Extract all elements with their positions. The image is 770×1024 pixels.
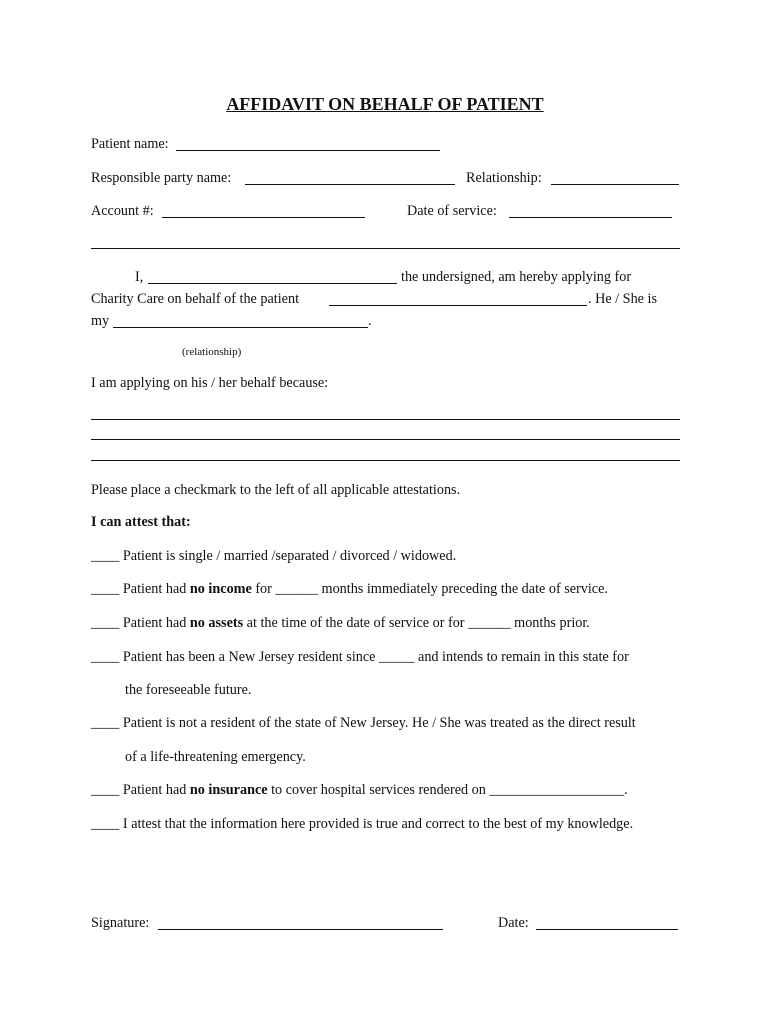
responsible-party-field[interactable] — [245, 184, 455, 185]
patient-name-label: Patient name: — [91, 136, 169, 152]
attestation-assets: ____ Patient had no assets at the time of the date of service or for ______ months prior. — [91, 615, 590, 631]
check-blank[interactable]: ____ — [91, 649, 120, 665]
declaration-line3-my: my — [91, 313, 110, 329]
attestation-resident-cont: the foreseeable future. — [125, 682, 252, 698]
declaration-line3-end: . — [368, 313, 372, 329]
declaration-i: I, — [135, 269, 144, 285]
check-blank[interactable]: ____ — [91, 548, 120, 564]
declarant-name-field[interactable] — [148, 283, 397, 284]
patient-name-field[interactable] — [176, 150, 440, 151]
check-blank[interactable]: ____ — [91, 715, 120, 731]
declaration-line2-end: . He / She is — [588, 291, 657, 307]
responsible-party-label: Responsible party name: — [91, 170, 232, 186]
since-blank[interactable]: _____ — [379, 649, 415, 665]
attestation-nonresident-cont: of a life-threatening emergency. — [125, 749, 306, 765]
attestation-resident: ____ Patient has been a New Jersey resident since _____ and intends to remain in this state for — [91, 649, 629, 665]
check-blank[interactable]: ____ — [91, 615, 120, 631]
account-label: Account #: — [91, 203, 154, 219]
declaration-line2-start: Charity Care on behalf of the patient — [91, 291, 300, 307]
divider-line — [91, 248, 680, 249]
relationship-label: Relationship: — [466, 170, 542, 186]
attestation-insurance: ____ Patient had no insurance to cover hospital services rendered on ___________________. — [91, 782, 628, 798]
months-blank[interactable]: ______ — [468, 615, 511, 631]
page-title: AFFIDAVIT ON BEHALF OF PATIENT — [226, 94, 544, 114]
attestation-marital: ____ Patient is single / married /separated / divorced / widowed. — [91, 548, 457, 564]
attest-heading: I can attest that: — [91, 514, 191, 530]
date-of-service-label: Date of service: — [407, 203, 497, 219]
declaration-line1-rest: the undersigned, am hereby applying for — [401, 269, 632, 285]
reason-label: I am applying on his / her behalf because: — [91, 375, 329, 391]
account-field[interactable] — [162, 217, 365, 218]
reason-line-3[interactable] — [91, 460, 680, 461]
attestation-true: ____ I attest that the information here provided is true and correct to the best of my knowledge. — [91, 816, 634, 832]
services-date-blank[interactable]: ___________________ — [489, 782, 625, 798]
relationship-caption: (relationship) — [182, 346, 242, 358]
attestation-nonresident: ____ Patient is not a resident of the state of New Jersey. He / She was treated as the direct result — [91, 715, 636, 731]
patient-field[interactable] — [329, 305, 587, 306]
check-blank[interactable]: ____ — [91, 581, 120, 597]
checkmark-instruction: Please place a checkmark to the left of all applicable attestations. — [91, 482, 461, 498]
signature-field[interactable] — [158, 929, 443, 930]
check-blank[interactable]: ____ — [91, 816, 120, 832]
my-relationship-field[interactable] — [113, 327, 368, 328]
attestation-income: ____ Patient had no income for ______ months immediately preceding the date of service. — [91, 581, 608, 597]
reason-line-2[interactable] — [91, 439, 680, 440]
months-blank[interactable]: ______ — [275, 581, 318, 597]
signature-label: Signature: — [91, 915, 150, 931]
relationship-field[interactable] — [551, 184, 679, 185]
check-blank[interactable]: ____ — [91, 782, 120, 798]
date-of-service-field[interactable] — [509, 217, 672, 218]
reason-line-1[interactable] — [91, 419, 680, 420]
date-label: Date: — [498, 915, 529, 931]
date-field[interactable] — [536, 929, 678, 930]
